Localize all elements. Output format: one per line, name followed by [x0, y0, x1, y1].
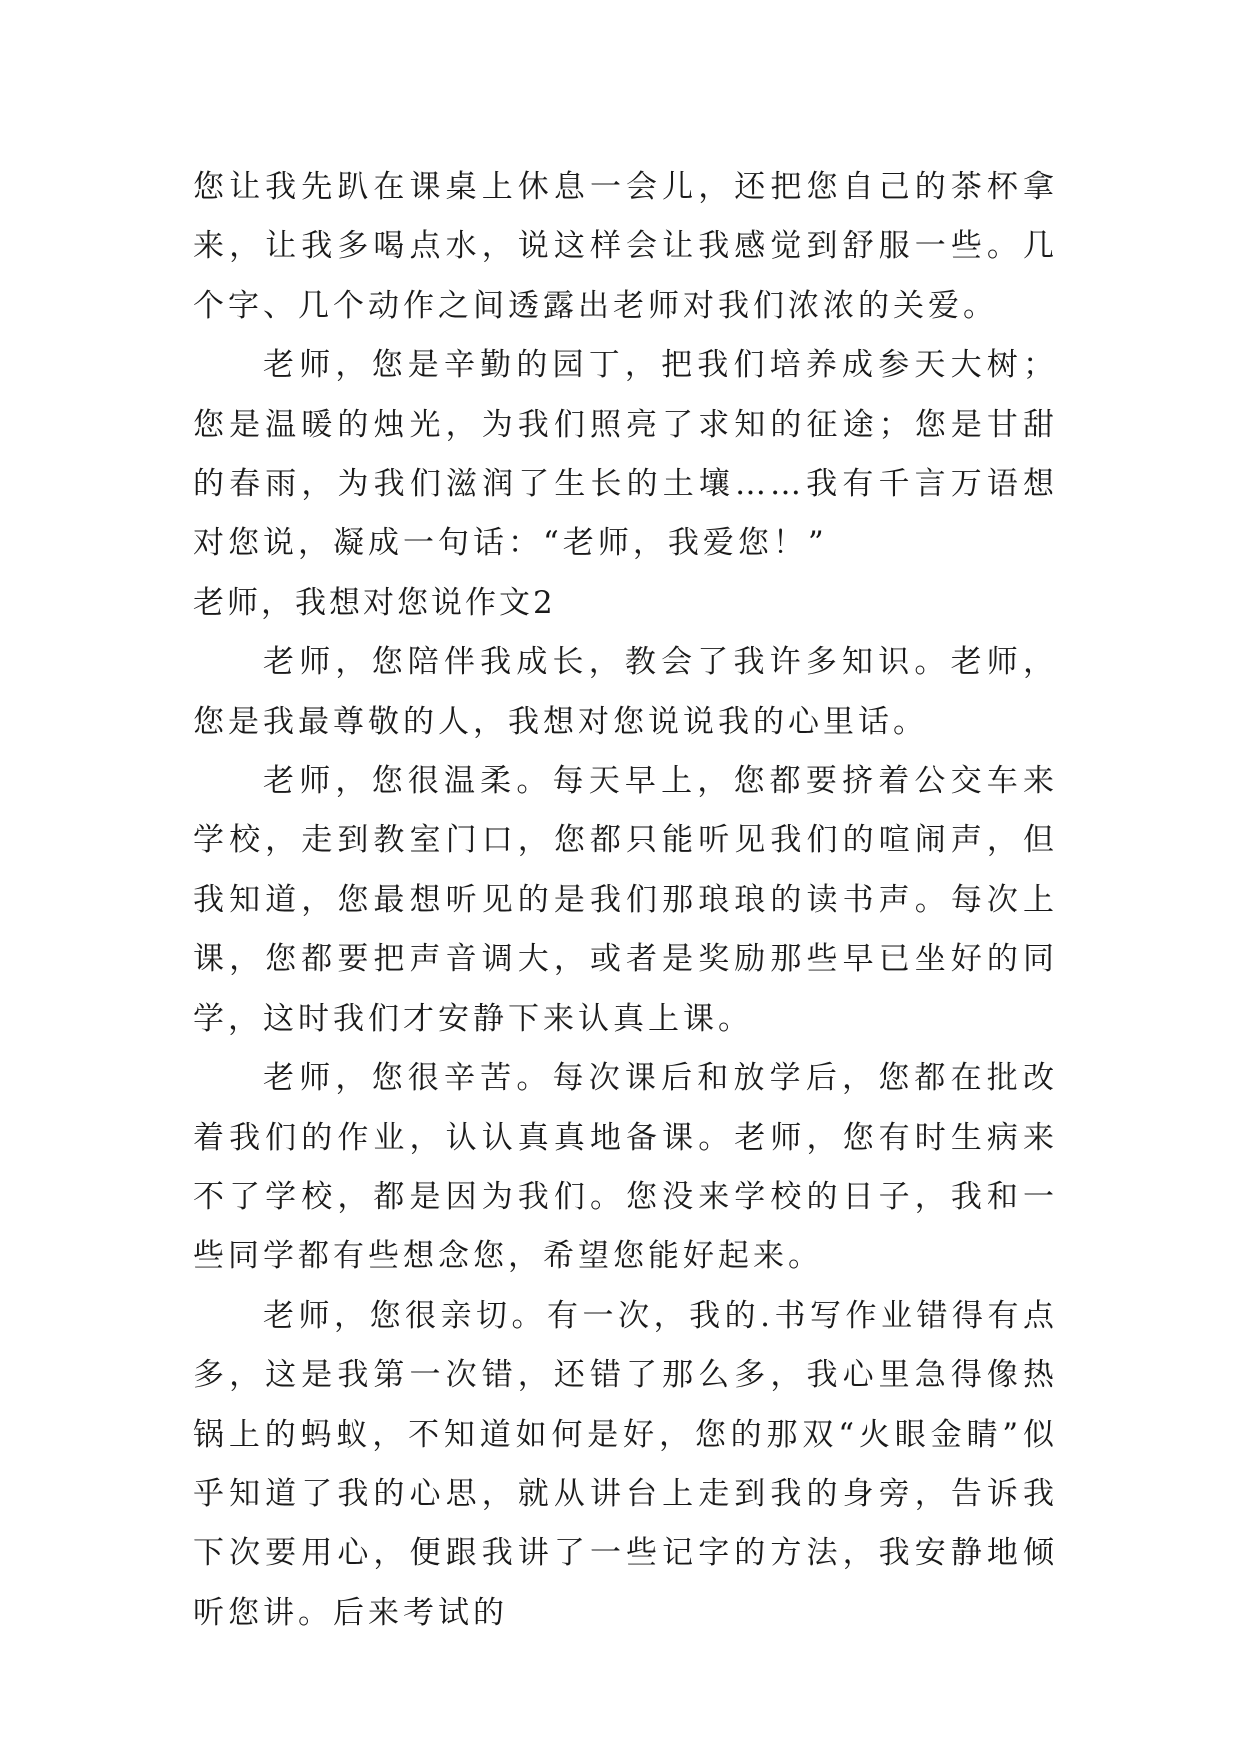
- section-title: 老师，我想对您说作文2: [193, 584, 556, 621]
- paragraph-6: 老师，您很亲切。有一次，我的.书写作业错得有点多，这是我第一次错，还错了那么多，我心里急得像热锅上的蚂蚁，不知道如何是好，您的那双“火眼金睛”似乎知道了我的心思，就从讲台上走到我的身旁，告诉我下次要用心，便跟我讲了一些记字的方法，我安静地倾听您讲。后来考试的: [193, 1297, 1058, 1631]
- paragraph-2: 老师，您是辛勤的园丁，把我们培养成参天大树；您是温暖的烛光，为我们照亮了求知的征途；您是甘甜的春雨，为我们滋润了生长的土壤……我有千言万语想对您说，凝成一句话：“老师，我爱您！”: [193, 347, 1058, 562]
- paragraph-4: 老师，您很温柔。每天早上，您都要挤着公交车来学校，走到教室门口，您都只能听见我们的喧闹声，但我知道，您最想听见的是我们那琅琅的读书声。每次上课，您都要把声音调大，或者是奖励那些早已坐好的同学，这时我们才安静下来认真上课。: [193, 763, 1058, 1037]
- paragraph-3: 老师，您陪伴我成长，教会了我许多知识。老师，您是我最尊敬的人，我想对您说说我的心里话。: [193, 644, 1058, 740]
- paragraph-5: 老师，您很辛苦。每次课后和放学后，您都在批改着我们的作业，认认真真地备课。老师，您有时生病来不了学校，都是因为我们。您没来学校的日子，我和一些同学都有些想念您，希望您能好起来。: [193, 1060, 1058, 1275]
- document-body: [193, 158, 1058, 1643]
- paragraph-1: 您让我先趴在课桌上休息一会儿，还把您自己的茶杯拿来，让我多喝点水，说这样会让我感觉到舒服一些。几个字、几个动作之间透露出老师对我们浓浓的关爱。: [193, 169, 1058, 324]
